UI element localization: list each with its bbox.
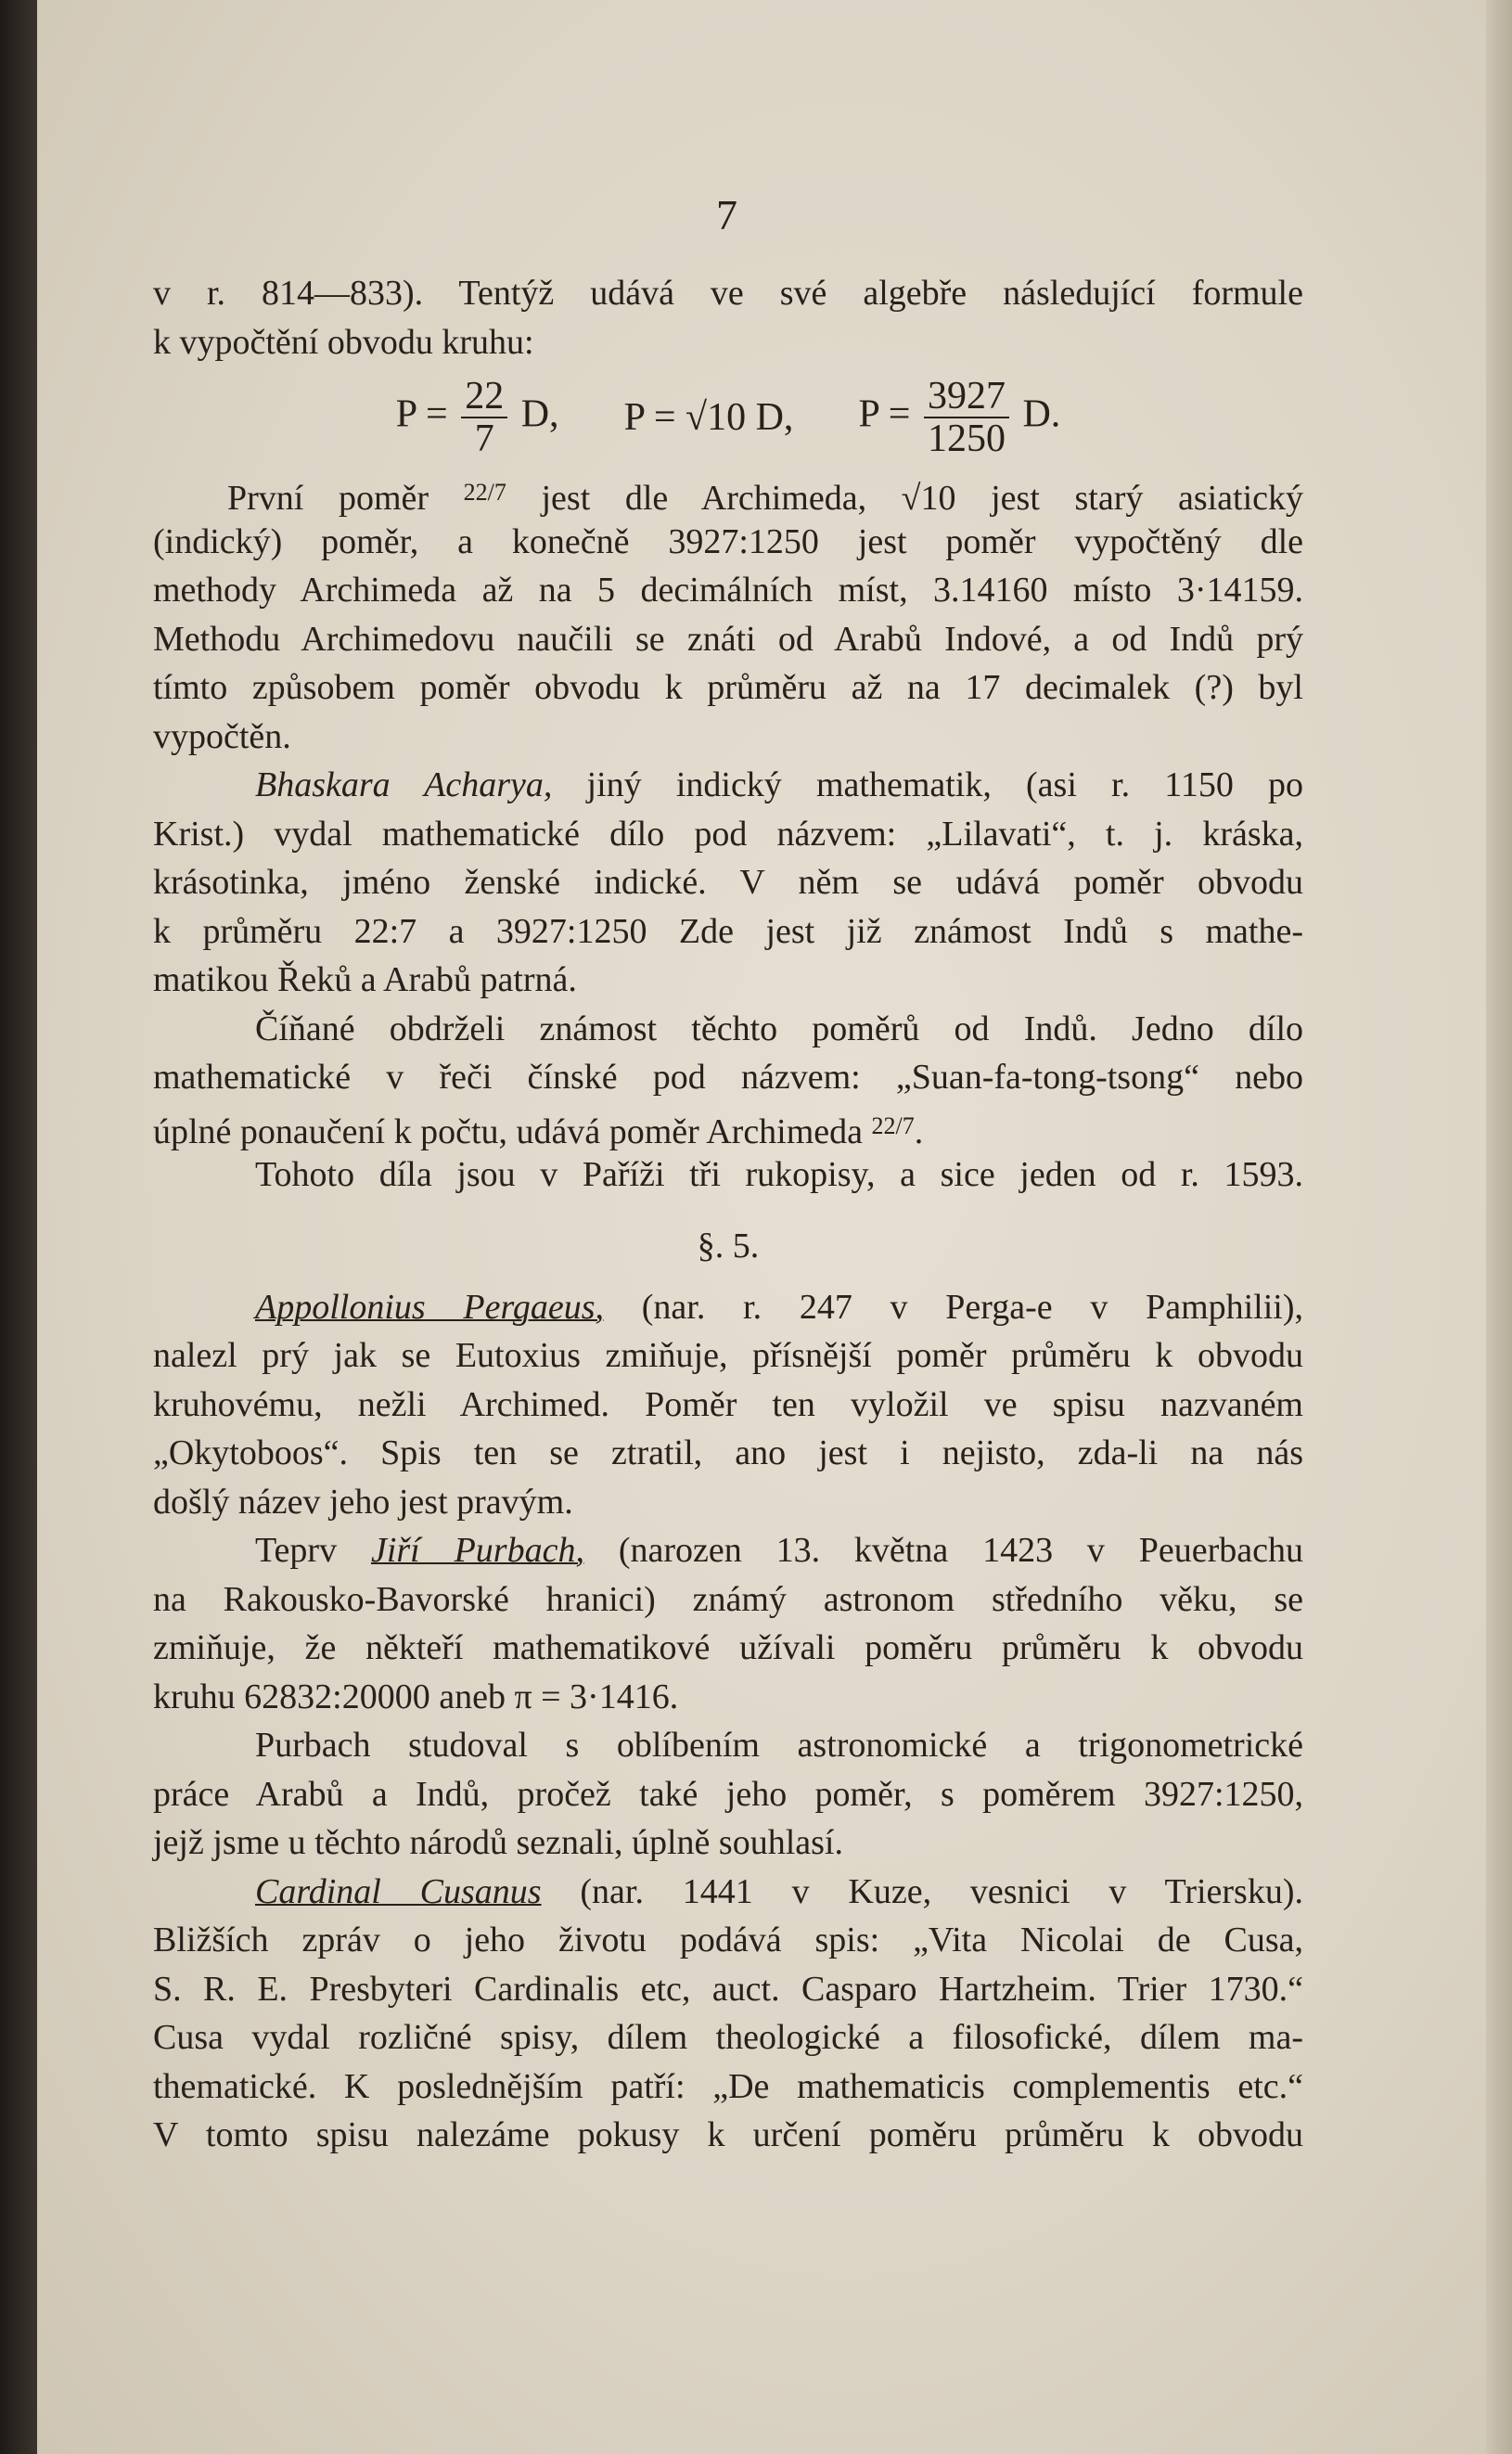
para2-line3: methody Archimeda až na 5 decimálních míst, 3.14160 místo 3·14159. <box>153 571 1303 610</box>
para7-line1: Teprv Jiří Purbach, (narozen 13. května 1423 v Peuerbachu <box>255 1531 1304 1570</box>
para6-line5: došlý název jeho jest pravým. <box>153 1482 573 1522</box>
para9-line4: Cusa vydal rozličné spisy, dílem theologické a filosofické, dílem ma- <box>153 2018 1303 2057</box>
fraction-3927-1250: $\frac{3927}{1250}$ <box>924 376 1009 459</box>
para4-line1: Číňané obdrželi známost těchto poměrů od Indů. Jedno dílo <box>255 1009 1303 1048</box>
formula-row <box>153 366 1303 469</box>
fraction-22-7: $\frac{22}{7}$ <box>461 376 507 459</box>
para2-line4: Methodu Archimedovu naučili se znáti od Arabů Indové, a od Indů prý <box>153 619 1303 659</box>
para6-line2: nalezl prý jak se Eutoxius zmiňuje, přísnější poměr průměru k obvodu <box>153 1336 1303 1375</box>
para1-line2: k vypočtění obvodu kruhu: <box>153 322 534 362</box>
formula-1: P = $\frac{22}{7}$ D, <box>395 374 559 460</box>
para3-line1: Bhaskara Acharya, jiný indický mathematik, (asi r. 1150 po <box>255 765 1304 804</box>
page-edge <box>1486 0 1512 2454</box>
para9-line3: S. R. E. Presbyteri Cardinalis etc, auct. Casparo Hartzheim. Trier 1730.“ <box>153 1969 1303 2009</box>
book-page <box>37 0 1512 2454</box>
para2-line1: První poměr $^{22/7}$ jest dle Archimeda, √10 jest starý asiatický <box>227 479 1304 518</box>
para6-line3: kruhovému, nežli Archimed. Poměr ten vyložil ve spisu nazvaném <box>153 1384 1303 1424</box>
para7-line4: kruhu 62832:20000 aneb π = 3·1416. <box>153 1677 679 1716</box>
para8-line3: jejž jsme u těchto národů seznali, úplně souhlasí. <box>153 1823 843 1862</box>
para3-line2: Krist.) vydal mathematické dílo pod názvem: „Lilavati“, t. j. kráska, <box>153 814 1303 854</box>
para3-line3: krásotinka, jméno ženské indické. V něm se udává poměr obvodu <box>153 863 1303 902</box>
author-name: Appollonius Pergaeus, <box>255 1287 605 1327</box>
formula-2: P = √10 D, <box>623 395 794 439</box>
para6-line1: Appollonius Pergaeus, (nar. r. 247 v Perga-e v Pamphilii), <box>255 1287 1304 1327</box>
para6-line4: „Okytoboos“. Spis ten se ztratil, ano jest i nejisto, zda-li na nás <box>153 1433 1303 1472</box>
para9-line2: Bližších zpráv o jeho životu podává spis: „Vita Nicolai de Cusa, <box>153 1921 1303 1959</box>
para4-line2: mathematické v řeči čínské pod názvem: „Suan-fa-tong-tsong“ nebo <box>153 1058 1303 1097</box>
formula-3: P = $\frac{3927}{1250}$ D. <box>858 374 1061 460</box>
para3-line5: matikou Řeků a Arabů patrná. <box>153 960 577 999</box>
author-name: Bhaskara Acharya, <box>255 765 553 804</box>
para9-line6: V tomto spisu nalezáme pokusy k určení poměru průměru k obvodu <box>153 2115 1303 2154</box>
para4-line3: úplné ponaučení k počtu, udává poměr Archimeda $^{22/7}$. <box>153 1111 924 1151</box>
para1-line1: v r. 814—833). Tentýž udává ve své algebře následující formule <box>153 274 1303 313</box>
para2-line2: (indický) poměr, a konečně 3927:1250 jest poměr vypočtěný dle <box>153 521 1303 561</box>
para2-line6: vypočtěn. <box>153 716 291 756</box>
para7-line2: na Rakousko-Bavorské hranici) známý astronom středního věku, se <box>153 1579 1303 1619</box>
author-name: Cardinal Cusanus <box>255 1871 542 1911</box>
para8-line1: Purbach studoval s oblíbením astronomické a trigonometrické <box>255 1726 1303 1765</box>
author-name: Jiří Purbach, <box>370 1531 584 1570</box>
para5-line1: Tohoto díla jsou v Paříži tři rukopisy, a sice jeden od r. 1593. <box>255 1155 1303 1194</box>
page-number: 7 <box>716 191 737 238</box>
page-body <box>153 269 1303 2160</box>
para8-line2: práce Arabů a Indů, pročež také jeho poměr, s poměrem 3927:1250, <box>153 1774 1303 1814</box>
para9-line1: Cardinal Cusanus (nar. 1441 v Kuze, vesnici v Triersku). <box>255 1871 1303 1911</box>
para7-line3: zmiňuje, že někteří mathematikové užívali poměru průměru k obvodu <box>153 1628 1303 1667</box>
para2-line5: tímto způsobem poměr obvodu k průměru až na 17 decimalek (?) byl <box>153 668 1303 707</box>
section-heading: §. 5. <box>697 1226 760 1266</box>
para9-line5: thematické. K poslednějším patří: „De mathematicis complementis etc.“ <box>153 2066 1303 2106</box>
para3-line4: k průměru 22:7 a 3927:1250 Zde jest již známost Indů s mathe- <box>153 911 1303 951</box>
book-binding-shadow <box>0 0 37 2454</box>
